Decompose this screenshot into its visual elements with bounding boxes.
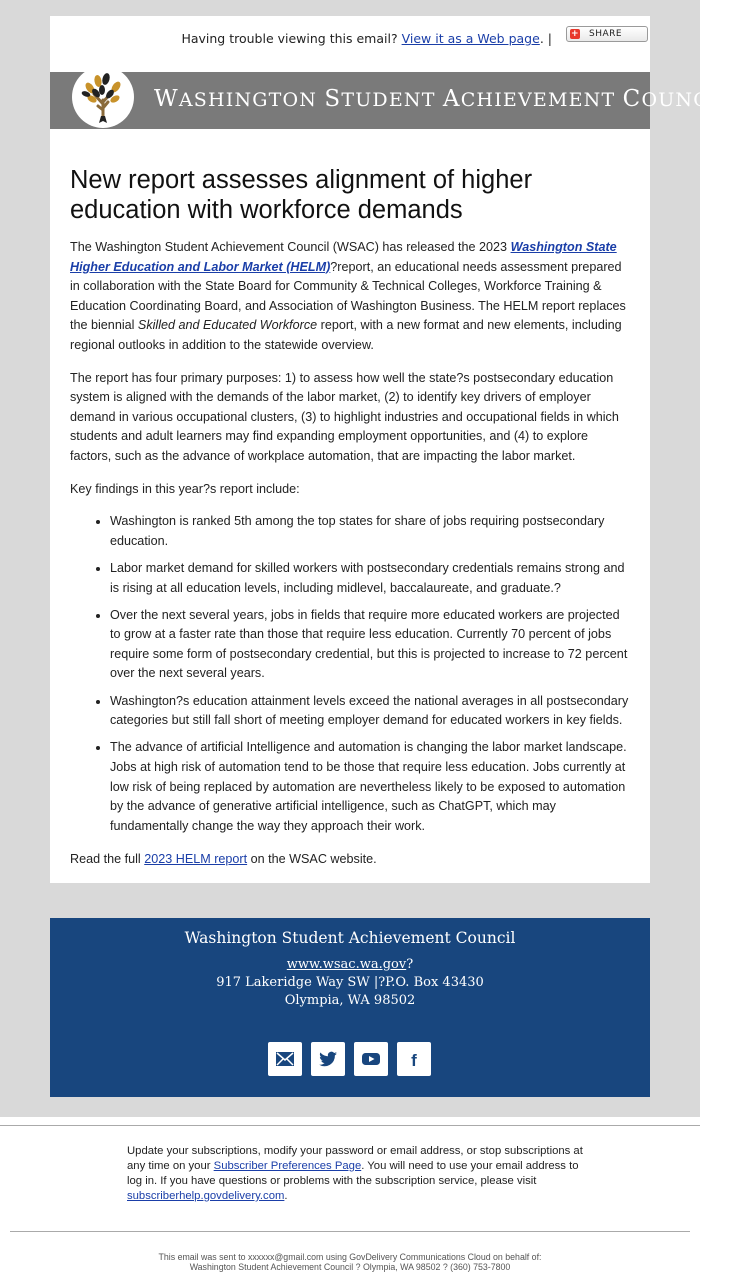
trouble-viewing-text: Having trouble viewing this email? View it as a Web page. | [181, 31, 552, 46]
youtube-icon [361, 1049, 381, 1069]
list-item: • Labor market demand for skilled workers with postsecondary credentials remains strong and is rising at all education levels, including midlevel, baccalaureate, and graduate.? [110, 559, 630, 598]
footer-address-line2: Olympia, WA 98502 [284, 993, 416, 1008]
key-findings-list [70, 512, 630, 836]
tree-logo-icon [72, 66, 134, 128]
twitter-button[interactable] [311, 1042, 345, 1076]
divider [10, 1231, 690, 1232]
helm-report-link[interactable]: 2023 HELM report [144, 852, 248, 867]
paragraph-purposes: The report has four primary purposes: 1) to assess how well the state?s postsecondary education system is aligned with the demands of the labor market, (2) to identify key drivers of employer demand in various occupational clusters, (3) to highlight industries and occupational fields in which students and adult learners may find expanding employment opportunities, and (4) to explore factors, such as the advance of workplace automation, that are impacting the labor market. [70, 370, 619, 463]
article-body [50, 129, 650, 870]
list-item: • The advance of artificial Intelligence and automation is changing the labor market landscape. Jobs at high risk of automation tend to be those that require less education. Jobs currently at low risk of being replaced by automation are nevertheless likely to be exposed to automation by the advance of generative artificial intelligence, such as ChatGPT, which may fundamentally change the way they approach their work. [110, 738, 630, 836]
share-label: SHARE [589, 29, 623, 39]
view-online-bar [50, 16, 650, 66]
facebook-button[interactable] [397, 1042, 431, 1076]
sent-to-line1: This email was sent to xxxxxx@gmail.com using GovDelivery Communications Cloud on behalf of: [158, 1252, 542, 1262]
subscription-notice: Update your subscriptions, modify your password or email address, or stop subscriptions at any time on your Subscriber Preferences Page. You will need to use your email address to log in. If you have questions or problems with the subscription service, please visit subscriberhelp.govdelivery.com. [127, 1145, 583, 1202]
sent-to-notice [0, 1252, 700, 1272]
website-link[interactable]: www.wsac.wa.gov [286, 957, 407, 972]
divider [0, 1125, 700, 1126]
header-banner [50, 72, 732, 129]
paragraph-read-full: Read the full 2023 HELM report on the WSAC website. [70, 852, 377, 867]
plus-icon: + [570, 29, 580, 39]
list-item: • Washington?s education attainment levels exceed the national averages in all postsecondary categories but still fall short of meeting employer demand for educated workers in key fields. [110, 692, 630, 731]
banner-title: WASHINGTON STUDENT ACHIEVEMENT COUNCIL [154, 86, 732, 112]
footer-website: www.wsac.wa.gov? [286, 957, 414, 972]
share-button[interactable] [566, 26, 648, 42]
email-share-button[interactable] [268, 1042, 302, 1076]
email-icon [275, 1049, 295, 1069]
paragraph-intro: The Washington Student Achievement Council (WSAC) has released the 2023 Washington State Higher Education and Labor Market (HELM)?report, an educational needs assessment prepared in collaboration with the State Board for Community & Technical Colleges, Workforce Training & Education Coordinating Board, and Association of Washington Business. The HELM report replaces the biennial Skilled and Educated Workforce report, with a new format and new elements, including regional outlooks in addition to the statewide overview. [70, 240, 626, 352]
wsac-logo [72, 66, 134, 128]
sent-to-line2: Washington Student Achievement Council ? Olympia, WA 98502 ? (360) 753-7800 [189, 1262, 511, 1272]
list-item: • Washington is ranked 5th among the top states for share of jobs requiring postsecondary education. [110, 512, 630, 551]
separator: | [547, 31, 552, 46]
email-footer [50, 918, 650, 1097]
paragraph-key-findings: Key findings in this year?s report include: [70, 481, 300, 496]
email-container [50, 16, 732, 883]
subscription-area [0, 1117, 700, 1285]
svg-text:f: f [411, 1051, 417, 1070]
footer-org-name: Washington Student Achievement Council [184, 929, 516, 947]
list-item: • Over the next several years, jobs in fields that require more educated workers are projected to grow at a faster rate than those that require less education. Currently 70 percent of jobs require some form of postsecondary credential, but this is projected to increase to 72 percent over the next several years. [110, 606, 630, 684]
article-headline: New report assesses alignment of higher education with workforce demands [70, 166, 533, 224]
social-links [268, 1042, 432, 1076]
footer-address-line1: 917 Lakeridge Way SW |?P.O. Box 43430 [216, 975, 484, 990]
subscriber-preferences-link[interactable]: Subscriber Preferences Page [213, 1160, 362, 1172]
twitter-icon [318, 1049, 338, 1069]
facebook-icon [404, 1049, 424, 1069]
youtube-button[interactable] [354, 1042, 388, 1076]
subscriber-help-link[interactable]: subscriberhelp.govdelivery.com [127, 1190, 285, 1202]
view-web-page-link[interactable]: View it as a Web page [401, 31, 540, 46]
helm-report-title-link[interactable]: Washington State Higher Education and Labor Market (HELM) [70, 240, 617, 274]
